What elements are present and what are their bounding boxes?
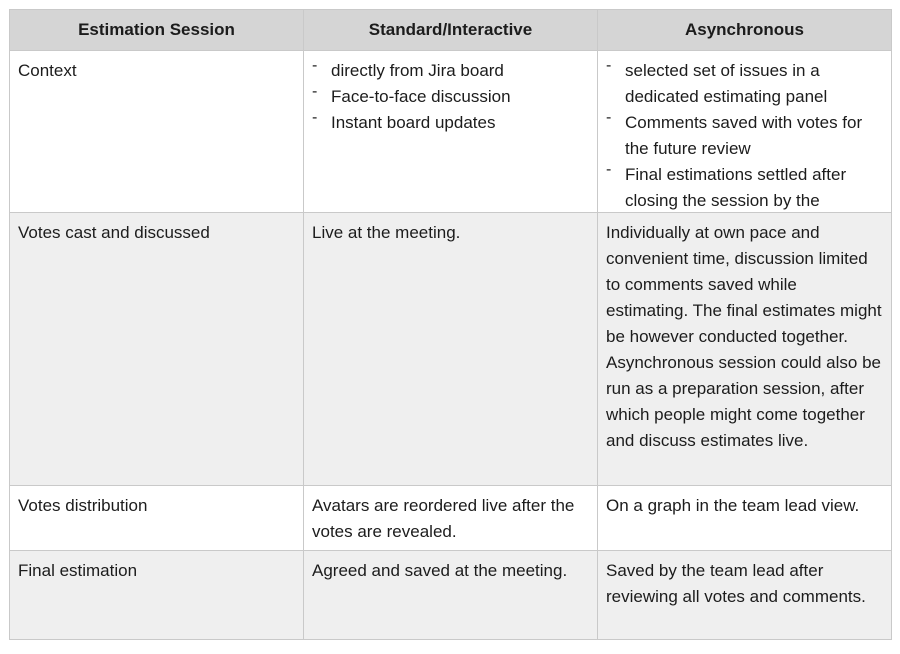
dash-bullet: - xyxy=(312,83,318,100)
row-label: Final estimation xyxy=(10,551,304,640)
list-item xyxy=(312,110,589,136)
dash-bullet: - xyxy=(312,109,318,126)
table-row xyxy=(10,486,892,551)
list-item xyxy=(606,162,883,212)
async-cell xyxy=(598,51,892,213)
async-cell: On a graph in the team lead view. xyxy=(598,486,892,551)
list-item-text: Face-to-face discussion xyxy=(331,87,511,106)
list-item-text: selected set of issues in a dedicated estimating panel xyxy=(625,61,828,106)
async-cell: Individually at own pace and convenient time, discussion limited to comments saved while estimating. The final estimates might be however conducted together. Asynchronous session could also be run as a preparation session, after which people might come together and discuss estimates live. xyxy=(598,213,892,486)
standard-cell: Avatars are reordered live after the votes are revealed. xyxy=(304,486,598,551)
standard-cell: Live at the meeting. xyxy=(304,213,598,486)
dash-bullet: - xyxy=(606,58,612,74)
table-row xyxy=(10,213,892,486)
row-label: Context xyxy=(10,51,304,213)
header-estimation-session: Estimation Session xyxy=(10,10,304,51)
row-label: Votes cast and discussed xyxy=(10,213,304,486)
standard-cell xyxy=(304,51,598,213)
table-row xyxy=(10,51,892,213)
estimation-comparison-table xyxy=(9,9,892,640)
list-item xyxy=(312,84,589,110)
header-asynchronous: Asynchronous xyxy=(598,10,892,51)
list-item-text: Final estimations settled after closing the session by the xyxy=(625,165,847,210)
standard-cell: Agreed and saved at the meeting. xyxy=(304,551,598,640)
list-item xyxy=(312,58,589,84)
dash-bullet: - xyxy=(312,57,318,74)
list-item xyxy=(606,110,883,162)
dash-bullet: - xyxy=(606,161,612,178)
standard-bullet-list xyxy=(312,58,589,136)
async-cell: Saved by the team lead after reviewing all votes and comments. xyxy=(598,551,892,640)
list-item-text: Instant board updates xyxy=(331,113,496,132)
list-item-text: Comments saved with votes for the future review xyxy=(625,113,863,158)
list-item-text: directly from Jira board xyxy=(331,61,504,80)
header-standard-interactive: Standard/Interactive xyxy=(304,10,598,51)
table-row xyxy=(10,551,892,640)
row-label: Votes distribution xyxy=(10,486,304,551)
async-bullet-list xyxy=(606,58,883,212)
list-item xyxy=(606,58,883,110)
dash-bullet: - xyxy=(606,109,612,126)
table-header-row xyxy=(10,10,892,51)
